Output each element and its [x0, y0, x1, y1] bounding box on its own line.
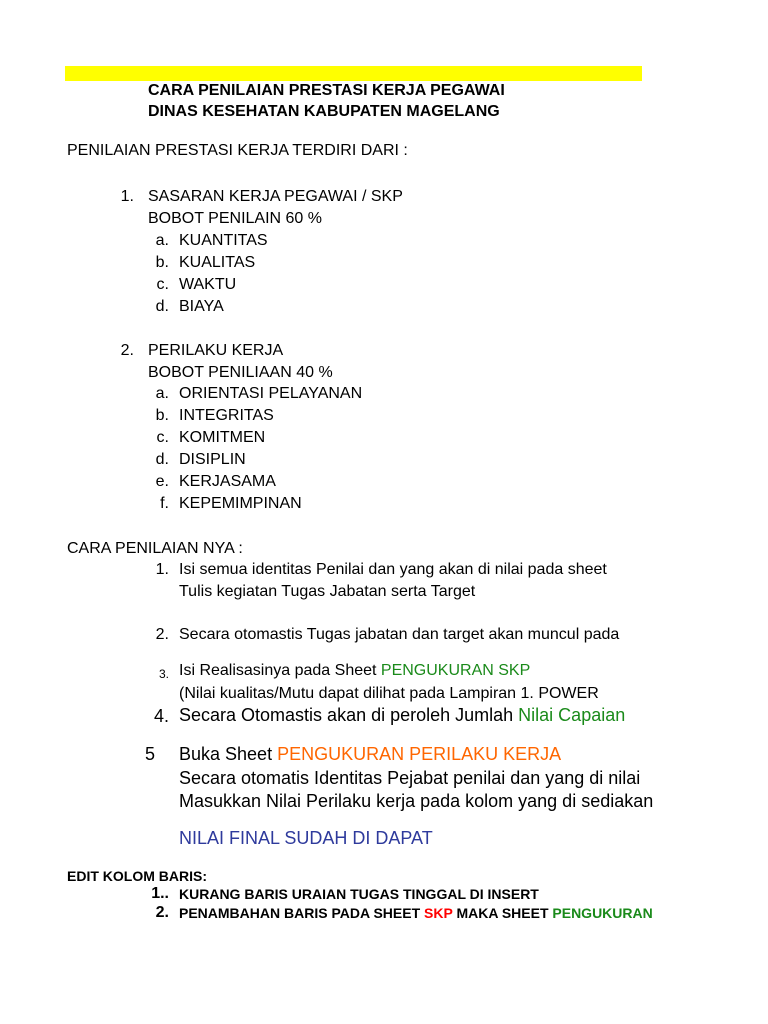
edit-item-2-mid: MAKA SHEET	[452, 905, 553, 921]
title-line-1: CARA PENILAIAN PRESTASI KERJA PEGAWAI	[148, 82, 505, 99]
final-note: NILAI FINAL SUDAH DI DAPAT	[179, 828, 433, 848]
step-3-line-2: (Nilai kualitas/Mutu dapat dilihat pada Lampiran 1. POWER	[179, 685, 599, 702]
step-number: 1.	[155, 561, 169, 578]
section2-item-text: KEPEMIMPINAN	[179, 495, 302, 512]
section2-weight: BOBOT PENILIAAN 40 %	[148, 364, 333, 381]
step-number: 4.	[153, 706, 169, 726]
title-line-2: DINAS KESEHATAN KABUPATEN MAGELANG	[148, 103, 500, 120]
method-heading: CARA PENILAIAN NYA :	[67, 540, 243, 557]
edit-heading: EDIT KOLOM BARIS:	[67, 868, 207, 884]
section2-item-letter: f.	[160, 495, 169, 512]
section2-item-text: DISIPLIN	[179, 451, 246, 468]
step-4-text: Secara Otomastis akan di peroleh Jumlah	[179, 705, 519, 725]
section2-item-text: INTEGRITAS	[179, 407, 274, 424]
sheet-name-pengukuran-skp: PENGUKURAN SKP	[380, 662, 531, 679]
section2-item-letter: c.	[156, 429, 169, 446]
step-1-line-1: Isi semua identitas Penilai dan yang akan di nilai pada sheet	[179, 561, 607, 578]
section2-item-letter: e.	[155, 473, 169, 490]
intro-text: PENILAIAN PRESTASI KERJA TERDIRI DARI :	[67, 142, 408, 159]
section2-number: 2.	[120, 342, 134, 359]
section1-item-text: WAKTU	[179, 276, 237, 293]
edit-item-2-text	[179, 903, 653, 923]
sheet-name-skp: SKP	[424, 905, 453, 921]
step-number: 3.	[158, 667, 169, 681]
section2-title: PERILAKU KERJA	[148, 342, 284, 359]
section1-title: SASARAN KERJA PEGAWAI / SKP	[148, 188, 403, 205]
step-3-text: Isi Realisasinya pada Sheet	[179, 662, 381, 679]
section1-number: 1.	[120, 188, 134, 205]
section1-item-letter: b.	[155, 254, 169, 271]
edit-item-number: 1..	[151, 885, 169, 902]
section2-item-letter: a.	[155, 385, 169, 402]
section1-item-letter: a.	[155, 232, 169, 249]
edit-item-1-text: KURANG BARIS URAIAN TUGAS TINGGAL DI INSERT	[179, 886, 539, 902]
step-4-line-1	[179, 705, 625, 725]
step-1-line-2: Tulis kegiatan Tugas Jabatan serta Target	[179, 583, 476, 600]
step-5-line-3: Masukkan Nilai Perilaku kerja pada kolom yang di sediakan	[179, 791, 654, 811]
section1-item-text: BIAYA	[179, 298, 224, 315]
highlight-bar	[65, 66, 642, 81]
step-3-line-1	[179, 661, 530, 681]
step-5-line-1	[179, 744, 561, 764]
section1-item-text: KUALITAS	[179, 254, 256, 271]
step-number: 2.	[155, 626, 169, 643]
edit-item-number: 2.	[155, 904, 169, 921]
sheet-name-pengukuran-perilaku: PENGUKURAN PERILAKU KERJA	[277, 744, 562, 764]
sheet-name-pengukuran: PENGUKURAN	[552, 905, 653, 921]
section2-item-text: KOMITMEN	[179, 429, 266, 446]
section2-item-text: ORIENTASI PELAYANAN	[179, 385, 363, 402]
step-5-line-2: Secara otomatis Identitas Pejabat penilai dan yang di nilai	[179, 768, 641, 788]
section1-item-text: KUANTITAS	[179, 232, 268, 249]
step-5-text: Buka Sheet	[179, 744, 278, 764]
section1-item-letter: d.	[155, 298, 169, 315]
edit-item-2-pre: PENAMBAHAN BARIS PADA SHEET	[179, 905, 425, 921]
step-number: 5	[145, 744, 156, 764]
step-2-line-1: Secara otomastis Tugas jabatan dan target akan muncul pada	[179, 626, 620, 643]
section1-weight: BOBOT PENILAIN 60 %	[148, 210, 322, 227]
section2-item-letter: d.	[155, 451, 169, 468]
nilai-capaian-highlight: Nilai Capaian	[518, 705, 626, 725]
section1-item-letter: c.	[156, 276, 169, 293]
section2-item-letter: b.	[155, 407, 169, 424]
section2-item-text: KERJASAMA	[179, 473, 276, 490]
